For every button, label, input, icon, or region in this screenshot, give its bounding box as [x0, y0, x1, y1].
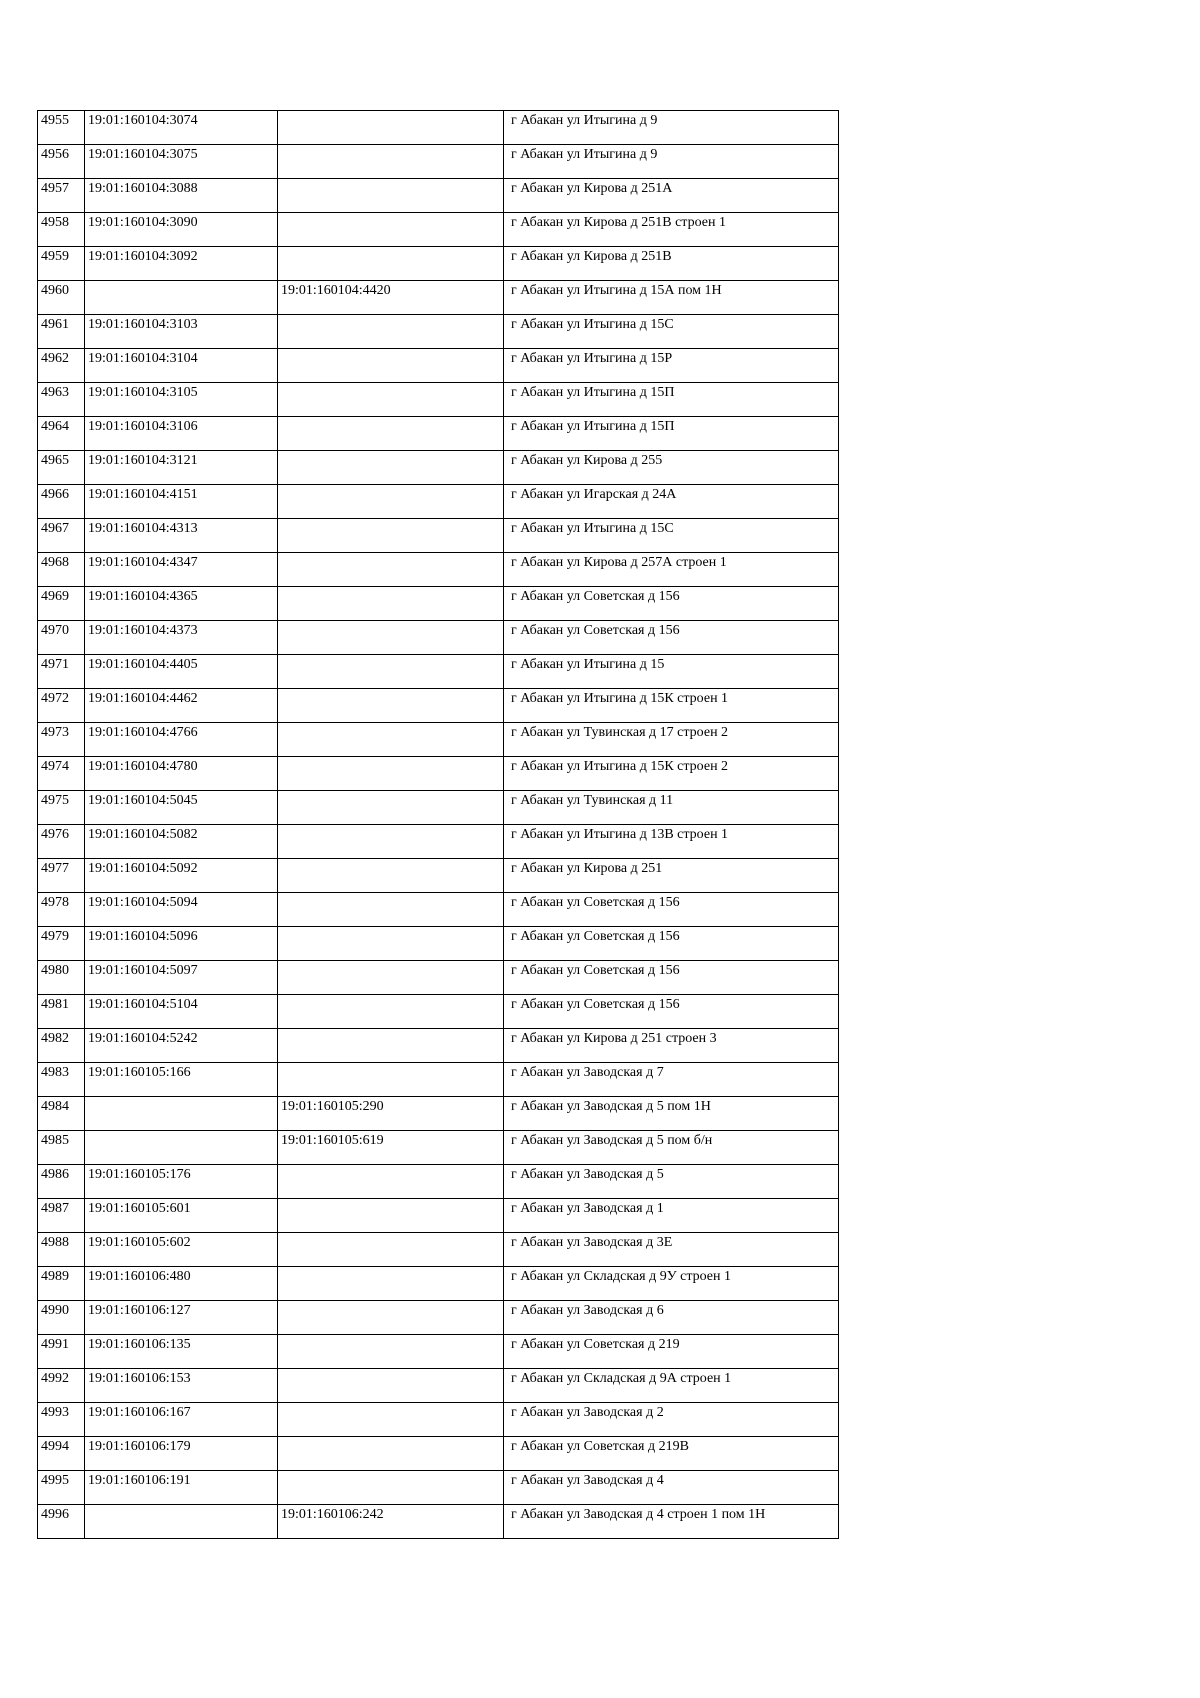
- row-number-cell: 4973: [38, 723, 85, 757]
- cadastral-number-cell: 19:01:160104:4313: [85, 519, 278, 553]
- premises-cadastral-number-cell: [278, 689, 504, 723]
- row-number-cell: 4971: [38, 655, 85, 689]
- address-cell: г Абакан ул Итыгина д 15А пом 1Н: [504, 281, 839, 315]
- cadastral-number-cell: 19:01:160104:3121: [85, 451, 278, 485]
- table-row: [38, 111, 839, 145]
- row-number-cell: 4957: [38, 179, 85, 213]
- cadastral-number-cell: 19:01:160104:5045: [85, 791, 278, 825]
- premises-cadastral-number-cell: [278, 1063, 504, 1097]
- table-row: [38, 145, 839, 179]
- premises-cadastral-number-cell: [278, 145, 504, 179]
- premises-cadastral-number-cell: [278, 1437, 504, 1471]
- cadastral-number-cell: 19:01:160106:191: [85, 1471, 278, 1505]
- row-number-cell: 4961: [38, 315, 85, 349]
- premises-cadastral-number-cell: [278, 1301, 504, 1335]
- cadastral-number-cell: [85, 1097, 278, 1131]
- premises-cadastral-number-cell: 19:01:160104:4420: [278, 281, 504, 315]
- property-table-body: [38, 111, 839, 1539]
- cadastral-number-cell: 19:01:160104:3075: [85, 145, 278, 179]
- address-cell: г Абакан ул Итыгина д 15К строен 2: [504, 757, 839, 791]
- row-number-cell: 4976: [38, 825, 85, 859]
- address-cell: г Абакан ул Заводская д 5 пом б/н: [504, 1131, 839, 1165]
- cadastral-number-cell: 19:01:160104:3090: [85, 213, 278, 247]
- row-number-cell: 4990: [38, 1301, 85, 1335]
- cadastral-number-cell: 19:01:160104:4766: [85, 723, 278, 757]
- row-number-cell: 4958: [38, 213, 85, 247]
- premises-cadastral-number-cell: [278, 995, 504, 1029]
- row-number-cell: 4960: [38, 281, 85, 315]
- address-cell: г Абакан ул Заводская д 3Е: [504, 1233, 839, 1267]
- table-row: [38, 1199, 839, 1233]
- premises-cadastral-number-cell: [278, 315, 504, 349]
- cadastral-number-cell: 19:01:160104:3104: [85, 349, 278, 383]
- address-cell: г Абакан ул Итыгина д 13В строен 1: [504, 825, 839, 859]
- premises-cadastral-number-cell: [278, 1029, 504, 1063]
- cadastral-number-cell: 19:01:160104:3092: [85, 247, 278, 281]
- row-number-cell: 4963: [38, 383, 85, 417]
- row-number-cell: 4981: [38, 995, 85, 1029]
- table-row: [38, 1403, 839, 1437]
- cadastral-number-cell: 19:01:160105:601: [85, 1199, 278, 1233]
- table-row: [38, 1233, 839, 1267]
- address-cell: г Абакан ул Складская д 9А строен 1: [504, 1369, 839, 1403]
- table-row: [38, 621, 839, 655]
- row-number-cell: 4967: [38, 519, 85, 553]
- cadastral-number-cell: 19:01:160104:5242: [85, 1029, 278, 1063]
- cadastral-number-cell: 19:01:160106:153: [85, 1369, 278, 1403]
- address-cell: г Абакан ул Заводская д 1: [504, 1199, 839, 1233]
- address-cell: г Абакан ул Складская д 9У строен 1: [504, 1267, 839, 1301]
- address-cell: г Абакан ул Советская д 156: [504, 995, 839, 1029]
- address-cell: г Абакан ул Итыгина д 15С: [504, 315, 839, 349]
- cadastral-number-cell: 19:01:160106:179: [85, 1437, 278, 1471]
- cadastral-number-cell: 19:01:160104:5096: [85, 927, 278, 961]
- cadastral-number-cell: 19:01:160104:5104: [85, 995, 278, 1029]
- cadastral-number-cell: 19:01:160104:3103: [85, 315, 278, 349]
- table-row: [38, 553, 839, 587]
- premises-cadastral-number-cell: [278, 417, 504, 451]
- address-cell: г Абакан ул Советская д 156: [504, 927, 839, 961]
- address-cell: г Абакан ул Заводская д 5: [504, 1165, 839, 1199]
- address-cell: г Абакан ул Кирова д 251В строен 1: [504, 213, 839, 247]
- address-cell: г Абакан ул Тувинская д 11: [504, 791, 839, 825]
- table-row: [38, 723, 839, 757]
- row-number-cell: 4986: [38, 1165, 85, 1199]
- row-number-cell: 4983: [38, 1063, 85, 1097]
- row-number-cell: 4980: [38, 961, 85, 995]
- cadastral-number-cell: 19:01:160104:4365: [85, 587, 278, 621]
- address-cell: г Абакан ул Итыгина д 15К строен 1: [504, 689, 839, 723]
- row-number-cell: 4992: [38, 1369, 85, 1403]
- premises-cadastral-number-cell: [278, 1369, 504, 1403]
- table-row: [38, 689, 839, 723]
- table-row: [38, 247, 839, 281]
- row-number-cell: 4972: [38, 689, 85, 723]
- address-cell: г Абакан ул Заводская д 4 строен 1 пом 1Н: [504, 1505, 839, 1539]
- premises-cadastral-number-cell: 19:01:160105:290: [278, 1097, 504, 1131]
- address-cell: г Абакан ул Итыгина д 15Р: [504, 349, 839, 383]
- table-row: [38, 961, 839, 995]
- table-row: [38, 213, 839, 247]
- address-cell: г Абакан ул Заводская д 5 пом 1Н: [504, 1097, 839, 1131]
- address-cell: г Абакан ул Кирова д 257А строен 1: [504, 553, 839, 587]
- address-cell: г Абакан ул Итыгина д 15: [504, 655, 839, 689]
- table-row: [38, 315, 839, 349]
- premises-cadastral-number-cell: [278, 1471, 504, 1505]
- row-number-cell: 4996: [38, 1505, 85, 1539]
- cadastral-number-cell: 19:01:160104:3088: [85, 179, 278, 213]
- table-row: [38, 349, 839, 383]
- table-row: [38, 825, 839, 859]
- premises-cadastral-number-cell: [278, 485, 504, 519]
- row-number-cell: 4962: [38, 349, 85, 383]
- premises-cadastral-number-cell: [278, 1403, 504, 1437]
- table-row: [38, 383, 839, 417]
- row-number-cell: 4984: [38, 1097, 85, 1131]
- cadastral-number-cell: 19:01:160106:167: [85, 1403, 278, 1437]
- cadastral-number-cell: 19:01:160106:135: [85, 1335, 278, 1369]
- premises-cadastral-number-cell: [278, 893, 504, 927]
- premises-cadastral-number-cell: [278, 111, 504, 145]
- row-number-cell: 4965: [38, 451, 85, 485]
- table-row: [38, 1369, 839, 1403]
- property-table: [37, 110, 839, 1539]
- cadastral-number-cell: [85, 1505, 278, 1539]
- premises-cadastral-number-cell: [278, 519, 504, 553]
- table-row: [38, 1301, 839, 1335]
- premises-cadastral-number-cell: [278, 1233, 504, 1267]
- address-cell: г Абакан ул Советская д 156: [504, 961, 839, 995]
- address-cell: г Абакан ул Итыгина д 15П: [504, 383, 839, 417]
- table-row: [38, 893, 839, 927]
- address-cell: г Абакан ул Итыгина д 15П: [504, 417, 839, 451]
- address-cell: г Абакан ул Заводская д 2: [504, 1403, 839, 1437]
- table-row: [38, 1335, 839, 1369]
- premises-cadastral-number-cell: [278, 213, 504, 247]
- cadastral-number-cell: [85, 1131, 278, 1165]
- cadastral-number-cell: 19:01:160105:602: [85, 1233, 278, 1267]
- premises-cadastral-number-cell: [278, 179, 504, 213]
- row-number-cell: 4955: [38, 111, 85, 145]
- cadastral-number-cell: 19:01:160104:3106: [85, 417, 278, 451]
- premises-cadastral-number-cell: [278, 553, 504, 587]
- table-row: [38, 519, 839, 553]
- cadastral-number-cell: 19:01:160106:127: [85, 1301, 278, 1335]
- table-row: [38, 1097, 839, 1131]
- cadastral-number-cell: 19:01:160104:5094: [85, 893, 278, 927]
- cadastral-number-cell: 19:01:160104:4151: [85, 485, 278, 519]
- address-cell: г Абакан ул Игарская д 24А: [504, 485, 839, 519]
- row-number-cell: 4969: [38, 587, 85, 621]
- address-cell: г Абакан ул Заводская д 6: [504, 1301, 839, 1335]
- premises-cadastral-number-cell: [278, 961, 504, 995]
- address-cell: г Абакан ул Советская д 219: [504, 1335, 839, 1369]
- cadastral-number-cell: [85, 281, 278, 315]
- address-cell: г Абакан ул Итыгина д 9: [504, 111, 839, 145]
- cadastral-number-cell: 19:01:160104:4462: [85, 689, 278, 723]
- table-row: [38, 1063, 839, 1097]
- address-cell: г Абакан ул Советская д 156: [504, 621, 839, 655]
- premises-cadastral-number-cell: 19:01:160106:242: [278, 1505, 504, 1539]
- premises-cadastral-number-cell: [278, 1199, 504, 1233]
- cadastral-number-cell: 19:01:160104:5097: [85, 961, 278, 995]
- row-number-cell: 4966: [38, 485, 85, 519]
- table-row: [38, 1131, 839, 1165]
- row-number-cell: 4993: [38, 1403, 85, 1437]
- row-number-cell: 4979: [38, 927, 85, 961]
- cadastral-number-cell: 19:01:160104:3074: [85, 111, 278, 145]
- row-number-cell: 4995: [38, 1471, 85, 1505]
- premises-cadastral-number-cell: [278, 451, 504, 485]
- row-number-cell: 4977: [38, 859, 85, 893]
- premises-cadastral-number-cell: [278, 927, 504, 961]
- cadastral-number-cell: 19:01:160104:4347: [85, 553, 278, 587]
- row-number-cell: 4970: [38, 621, 85, 655]
- table-row: [38, 995, 839, 1029]
- table-row: [38, 859, 839, 893]
- premises-cadastral-number-cell: [278, 859, 504, 893]
- address-cell: г Абакан ул Кирова д 251: [504, 859, 839, 893]
- premises-cadastral-number-cell: [278, 349, 504, 383]
- address-cell: г Абакан ул Кирова д 255: [504, 451, 839, 485]
- premises-cadastral-number-cell: [278, 1267, 504, 1301]
- cadastral-number-cell: 19:01:160106:480: [85, 1267, 278, 1301]
- premises-cadastral-number-cell: [278, 655, 504, 689]
- table-row: [38, 757, 839, 791]
- premises-cadastral-number-cell: [278, 825, 504, 859]
- row-number-cell: 4985: [38, 1131, 85, 1165]
- cadastral-number-cell: 19:01:160104:3105: [85, 383, 278, 417]
- table-row: [38, 1267, 839, 1301]
- premises-cadastral-number-cell: [278, 757, 504, 791]
- cadastral-number-cell: 19:01:160105:166: [85, 1063, 278, 1097]
- table-row: [38, 451, 839, 485]
- premises-cadastral-number-cell: 19:01:160105:619: [278, 1131, 504, 1165]
- address-cell: г Абакан ул Заводская д 4: [504, 1471, 839, 1505]
- premises-cadastral-number-cell: [278, 247, 504, 281]
- row-number-cell: 4974: [38, 757, 85, 791]
- cadastral-number-cell: 19:01:160104:5082: [85, 825, 278, 859]
- address-cell: г Абакан ул Кирова д 251 строен 3: [504, 1029, 839, 1063]
- row-number-cell: 4968: [38, 553, 85, 587]
- premises-cadastral-number-cell: [278, 1335, 504, 1369]
- cadastral-number-cell: 19:01:160104:5092: [85, 859, 278, 893]
- premises-cadastral-number-cell: [278, 723, 504, 757]
- row-number-cell: 4991: [38, 1335, 85, 1369]
- row-number-cell: 4959: [38, 247, 85, 281]
- address-cell: г Абакан ул Итыгина д 15С: [504, 519, 839, 553]
- premises-cadastral-number-cell: [278, 587, 504, 621]
- row-number-cell: 4964: [38, 417, 85, 451]
- table-row: [38, 1165, 839, 1199]
- premises-cadastral-number-cell: [278, 383, 504, 417]
- table-row: [38, 1437, 839, 1471]
- table-row: [38, 927, 839, 961]
- table-row: [38, 485, 839, 519]
- address-cell: г Абакан ул Советская д 219В: [504, 1437, 839, 1471]
- address-cell: г Абакан ул Кирова д 251В: [504, 247, 839, 281]
- table-row: [38, 179, 839, 213]
- row-number-cell: 4988: [38, 1233, 85, 1267]
- table-row: [38, 1505, 839, 1539]
- row-number-cell: 4994: [38, 1437, 85, 1471]
- cadastral-number-cell: 19:01:160104:4405: [85, 655, 278, 689]
- row-number-cell: 4982: [38, 1029, 85, 1063]
- table-row: [38, 587, 839, 621]
- address-cell: г Абакан ул Тувинская д 17 строен 2: [504, 723, 839, 757]
- table-row: [38, 417, 839, 451]
- table-row: [38, 281, 839, 315]
- address-cell: г Абакан ул Заводская д 7: [504, 1063, 839, 1097]
- premises-cadastral-number-cell: [278, 1165, 504, 1199]
- cadastral-number-cell: 19:01:160105:176: [85, 1165, 278, 1199]
- table-row: [38, 791, 839, 825]
- premises-cadastral-number-cell: [278, 791, 504, 825]
- address-cell: г Абакан ул Советская д 156: [504, 893, 839, 927]
- row-number-cell: 4987: [38, 1199, 85, 1233]
- table-row: [38, 655, 839, 689]
- cadastral-number-cell: 19:01:160104:4373: [85, 621, 278, 655]
- address-cell: г Абакан ул Итыгина д 9: [504, 145, 839, 179]
- table-row: [38, 1029, 839, 1063]
- address-cell: г Абакан ул Кирова д 251А: [504, 179, 839, 213]
- address-cell: г Абакан ул Советская д 156: [504, 587, 839, 621]
- cadastral-number-cell: 19:01:160104:4780: [85, 757, 278, 791]
- row-number-cell: 4975: [38, 791, 85, 825]
- row-number-cell: 4989: [38, 1267, 85, 1301]
- premises-cadastral-number-cell: [278, 621, 504, 655]
- row-number-cell: 4978: [38, 893, 85, 927]
- row-number-cell: 4956: [38, 145, 85, 179]
- table-row: [38, 1471, 839, 1505]
